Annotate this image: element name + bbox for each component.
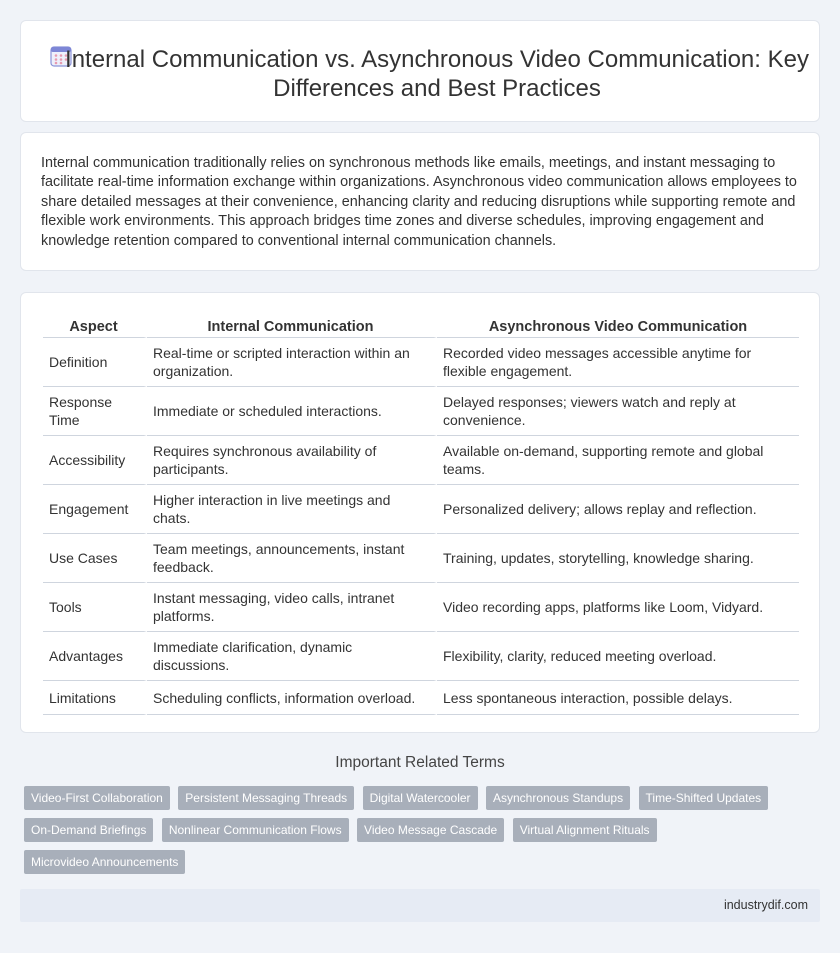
internal-cell: Requires synchronous availability of participants. [147,436,437,485]
video-cell: Recorded video messages accessible anytime for flexible engagement. [437,338,799,387]
related-term-tag[interactable]: Digital Watercooler [363,786,478,810]
header-internal-communication: Internal Communication [147,313,437,338]
video-cell: Flexibility, clarity, reduced meeting overload. [437,632,799,681]
video-cell: Delayed responses; viewers watch and reply at convenience. [437,387,799,436]
aspect-cell: Definition [43,338,147,387]
comparison-card [20,292,820,733]
intro-paragraph: Internal communication traditionally relies on synchronous methods like emails, meetings, and instant messaging to facilitate real-time information exchange within organizations. Asynchronous video communication allows employees to share detailed messages at their convenience, enhancing clarity and reducing disruptions while supporting remote and flexible work environments. This approach bridges time zones and diverse schedules, improving engagement and knowledge retention compared to conventional internal communication channels. [41,155,797,249]
header-asynchronous-video: Asynchronous Video Communication [437,313,799,338]
comparison-table [43,313,799,715]
video-cell: Available on-demand, supporting remote and global teams. [437,436,799,485]
intro-card [20,132,820,271]
related-term-tag[interactable]: Nonlinear Communication Flows [162,818,349,842]
footer-site-link[interactable]: industrydif.com [723,898,808,912]
video-cell: Less spontaneous interaction, possible delays. [437,681,799,715]
table-row [43,583,799,632]
internal-cell: Higher interaction in live meetings and chats. [147,485,437,534]
aspect-cell: Response Time [43,387,147,436]
internal-cell: Immediate clarification, dynamic discussions. [147,632,437,681]
internal-cell: Scheduling conflicts, information overload. [147,681,437,715]
related-term-tag[interactable]: Time-Shifted Updates [639,786,769,810]
related-term-tag[interactable]: On-Demand Briefings [24,818,153,842]
aspect-cell: Limitations [43,681,147,715]
video-cell: Video recording apps, platforms like Loom, Vidyard. [437,583,799,632]
title-card [20,20,820,122]
video-cell: Personalized delivery; allows replay and reflection. [437,485,799,534]
table-row [43,436,799,485]
aspect-cell: Tools [43,583,147,632]
page-title: Internal Communication vs. Asynchronous Video Communication: Key Differences and Best Practices [65,46,809,102]
video-cell: Training, updates, storytelling, knowledge sharing. [437,534,799,583]
aspect-cell: Advantages [43,632,147,681]
aspect-cell: Use Cases [43,534,147,583]
table-row [43,534,799,583]
related-term-tag[interactable]: Video-First Collaboration [24,786,170,810]
related-terms-title: Important Related Terms [335,754,505,771]
table-row [43,387,799,436]
related-term-tag[interactable]: Video Message Cascade [357,818,504,842]
internal-cell: Instant messaging, video calls, intranet platforms. [147,583,437,632]
table-row [43,632,799,681]
internal-cell: Real-time or scripted interaction within an organization. [147,338,437,387]
related-term-tag[interactable]: Virtual Alignment Rituals [513,818,657,842]
header-aspect: Aspect [43,313,147,338]
internal-cell: Immediate or scheduled interactions. [147,387,437,436]
aspect-cell: Accessibility [43,436,147,485]
related-term-tag[interactable]: Microvideo Announcements [24,850,185,874]
footer [20,889,820,922]
table-header-row [43,313,799,338]
internal-cell: Team meetings, announcements, instant feedback. [147,534,437,583]
related-terms-list [24,786,814,882]
related-term-tag[interactable]: Asynchronous Standups [486,786,630,810]
table-row [43,485,799,534]
table-row [43,681,799,715]
related-term-tag[interactable]: Persistent Messaging Threads [178,786,354,810]
aspect-cell: Engagement [43,485,147,534]
table-row [43,338,799,387]
